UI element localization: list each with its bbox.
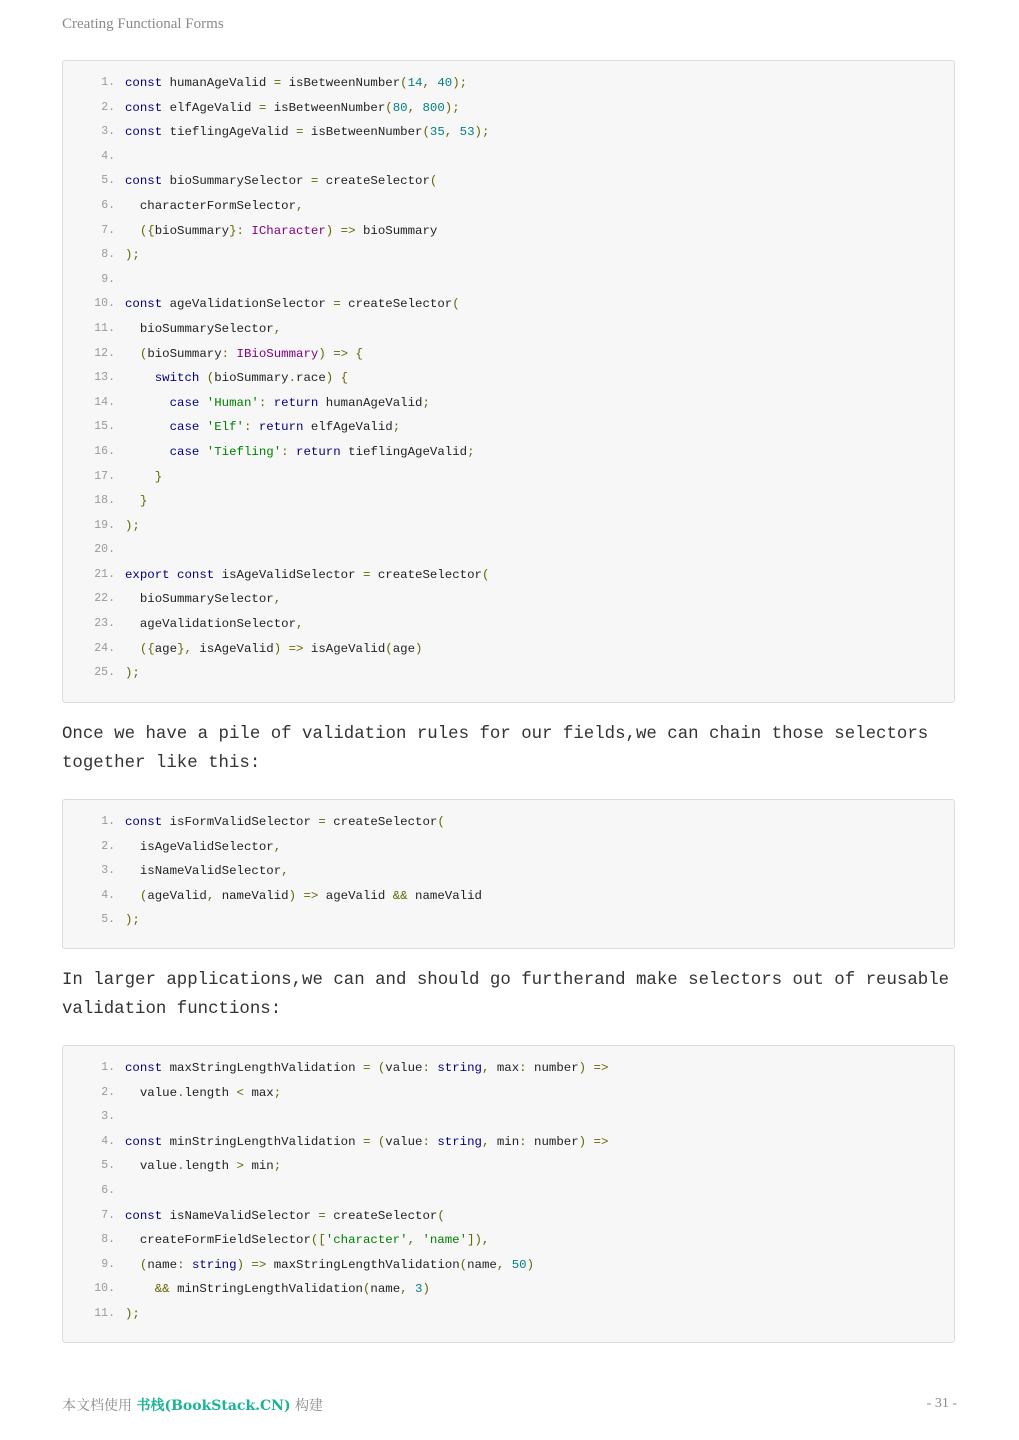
paragraph: Once we have a pile of validation rules for our fields,we can chain those selectors together like this:	[62, 725, 929, 773]
code-text: ({bioSummary}: ICharacter) => bioSummary	[125, 223, 438, 238]
line-number: 18.	[94, 494, 115, 508]
line-number: 6.	[101, 198, 115, 212]
code-text: const bioSummarySelector = createSelector(	[125, 174, 438, 189]
code-text: (bioSummary: IBioSummary) => {	[125, 346, 363, 361]
line-number: 6.	[101, 1183, 115, 1197]
line-number: 7.	[101, 1208, 115, 1222]
code-line	[63, 637, 954, 662]
code-text: (name: string) => maxStringLengthValidation(name, 50)	[125, 1257, 535, 1272]
line-number: 23.	[94, 617, 115, 631]
code-line	[63, 810, 954, 835]
footer-brand-link[interactable]: 书栈(BookStack.CN)	[136, 1398, 291, 1414]
code-text: && minStringLengthValidation(name, 3)	[125, 1282, 430, 1297]
code-line	[63, 538, 954, 563]
line-number: 7.	[101, 223, 115, 237]
line-number: 5.	[101, 1159, 115, 1173]
code-line	[63, 1081, 954, 1106]
code-line	[63, 1105, 954, 1130]
code-text: isAgeValidSelector,	[125, 839, 282, 854]
code-line	[63, 661, 954, 686]
line-number: 4.	[101, 149, 115, 163]
paragraph: In larger applications,we can and should go furtherand make selectors out of reusable validation functions:	[62, 971, 950, 1019]
line-number: 9.	[101, 1257, 115, 1271]
line-number: 17.	[94, 469, 115, 483]
code-line	[63, 1204, 954, 1229]
code-text: }	[125, 494, 148, 509]
code-line	[63, 1179, 954, 1204]
code-text: createFormFieldSelector(['character', 'name']),	[125, 1233, 490, 1248]
line-number: 25.	[94, 666, 115, 680]
line-number: 8.	[101, 1233, 115, 1247]
code-block	[62, 60, 955, 703]
line-number: 9.	[101, 272, 115, 286]
code-text: isNameValidSelector,	[125, 864, 289, 879]
code-text: case 'Tiefling': return tieflingAgeValid;	[125, 444, 475, 459]
code-text: }	[125, 469, 163, 484]
code-line	[63, 1056, 954, 1081]
line-number: 5.	[101, 913, 115, 927]
code-text: const ageValidationSelector = createSelector(	[125, 297, 460, 312]
code-line	[63, 514, 954, 539]
code-text: );	[125, 518, 140, 533]
line-number: 19.	[94, 518, 115, 532]
line-number: 1.	[101, 76, 115, 89]
code-text: ageValidationSelector,	[125, 617, 304, 632]
line-number: 3.	[101, 125, 115, 139]
line-number: 10.	[94, 297, 115, 311]
code-text: value.length < max;	[125, 1085, 282, 1100]
code-line	[63, 342, 954, 367]
code-text: const isFormValidSelector = createSelector(	[125, 815, 445, 829]
line-number: 10.	[94, 1282, 115, 1296]
code-text: const isNameValidSelector = createSelector(	[125, 1208, 445, 1223]
line-number: 3.	[101, 864, 115, 878]
line-number: 5.	[101, 174, 115, 188]
line-number: 11.	[94, 321, 115, 335]
line-number: 1.	[101, 1061, 115, 1074]
code-text: const elfAgeValid = isBetweenNumber(80, 800);	[125, 100, 460, 115]
code-line	[63, 1253, 954, 1278]
line-number: 3.	[101, 1110, 115, 1124]
line-number: 8.	[101, 248, 115, 262]
code-line	[63, 587, 954, 612]
code-line	[63, 1130, 954, 1155]
code-line	[63, 317, 954, 342]
code-line	[63, 120, 954, 145]
code-line	[63, 268, 954, 293]
line-number: 4.	[101, 1134, 115, 1148]
line-number: 2.	[101, 1085, 115, 1099]
code-line	[63, 194, 954, 219]
code-text: bioSummarySelector,	[125, 321, 282, 336]
page-number: - 31 -	[926, 1396, 957, 1411]
line-number: 4.	[101, 888, 115, 902]
code-line	[63, 169, 954, 194]
line-number: 22.	[94, 592, 115, 606]
code-line	[63, 884, 954, 909]
code-line	[63, 489, 954, 514]
code-line	[63, 1228, 954, 1253]
line-number: 24.	[94, 641, 115, 655]
code-text: case 'Elf': return elfAgeValid;	[125, 420, 401, 435]
footer-prefix: 本文档使用	[62, 1398, 137, 1414]
line-number: 15.	[94, 420, 115, 434]
line-number: 20.	[94, 543, 115, 557]
code-line	[63, 219, 954, 244]
code-text: bioSummarySelector,	[125, 592, 282, 607]
code-text: value.length > min;	[125, 1159, 282, 1174]
code-line	[63, 908, 954, 933]
code-text: const minStringLengthValidation = (value: string, min: number) =>	[125, 1134, 609, 1149]
line-number: 14.	[94, 395, 115, 409]
code-line	[63, 415, 954, 440]
code-line	[63, 440, 954, 465]
code-line	[63, 145, 954, 170]
code-text: const humanAgeValid = isBetweenNumber(14, 40);	[125, 76, 468, 90]
line-number: 21.	[94, 567, 115, 581]
code-block	[62, 799, 955, 949]
code-text: );	[125, 666, 140, 681]
code-line	[63, 292, 954, 317]
code-line	[63, 465, 954, 490]
running-header: Creating Functional Forms	[62, 16, 224, 32]
line-number: 2.	[101, 100, 115, 114]
code-line	[63, 391, 954, 416]
line-number: 16.	[94, 444, 115, 458]
line-number: 12.	[94, 346, 115, 360]
footer-suffix: 构建	[290, 1398, 324, 1414]
code-text: (ageValid, nameValid) => ageValid && nameValid	[125, 888, 482, 903]
code-line	[63, 71, 954, 96]
code-line	[63, 835, 954, 860]
code-text: );	[125, 913, 140, 928]
code-text: );	[125, 1306, 140, 1321]
line-number: 1.	[101, 815, 115, 828]
code-line	[63, 1302, 954, 1327]
code-block	[62, 1045, 955, 1343]
code-line	[63, 612, 954, 637]
code-line	[63, 859, 954, 884]
code-text: const tieflingAgeValid = isBetweenNumber(35, 53);	[125, 125, 490, 140]
code-line	[63, 366, 954, 391]
code-text: const maxStringLengthValidation = (value: string, max: number) =>	[125, 1061, 609, 1075]
line-number: 2.	[101, 839, 115, 853]
code-text: export const isAgeValidSelector = createSelector(	[125, 567, 490, 582]
code-line	[63, 1154, 954, 1179]
code-text: );	[125, 248, 140, 263]
code-text: case 'Human': return humanAgeValid;	[125, 395, 430, 410]
code-line	[63, 1277, 954, 1302]
code-line	[63, 563, 954, 588]
line-number: 11.	[94, 1306, 115, 1320]
code-line	[63, 96, 954, 121]
code-text: ({age}, isAgeValid) => isAgeValid(age)	[125, 641, 423, 656]
code-text: switch (bioSummary.race) {	[125, 371, 349, 386]
code-line	[63, 243, 954, 268]
code-text: characterFormSelector,	[125, 198, 304, 213]
footer-credit	[62, 1395, 323, 1415]
line-number: 13.	[94, 371, 115, 385]
